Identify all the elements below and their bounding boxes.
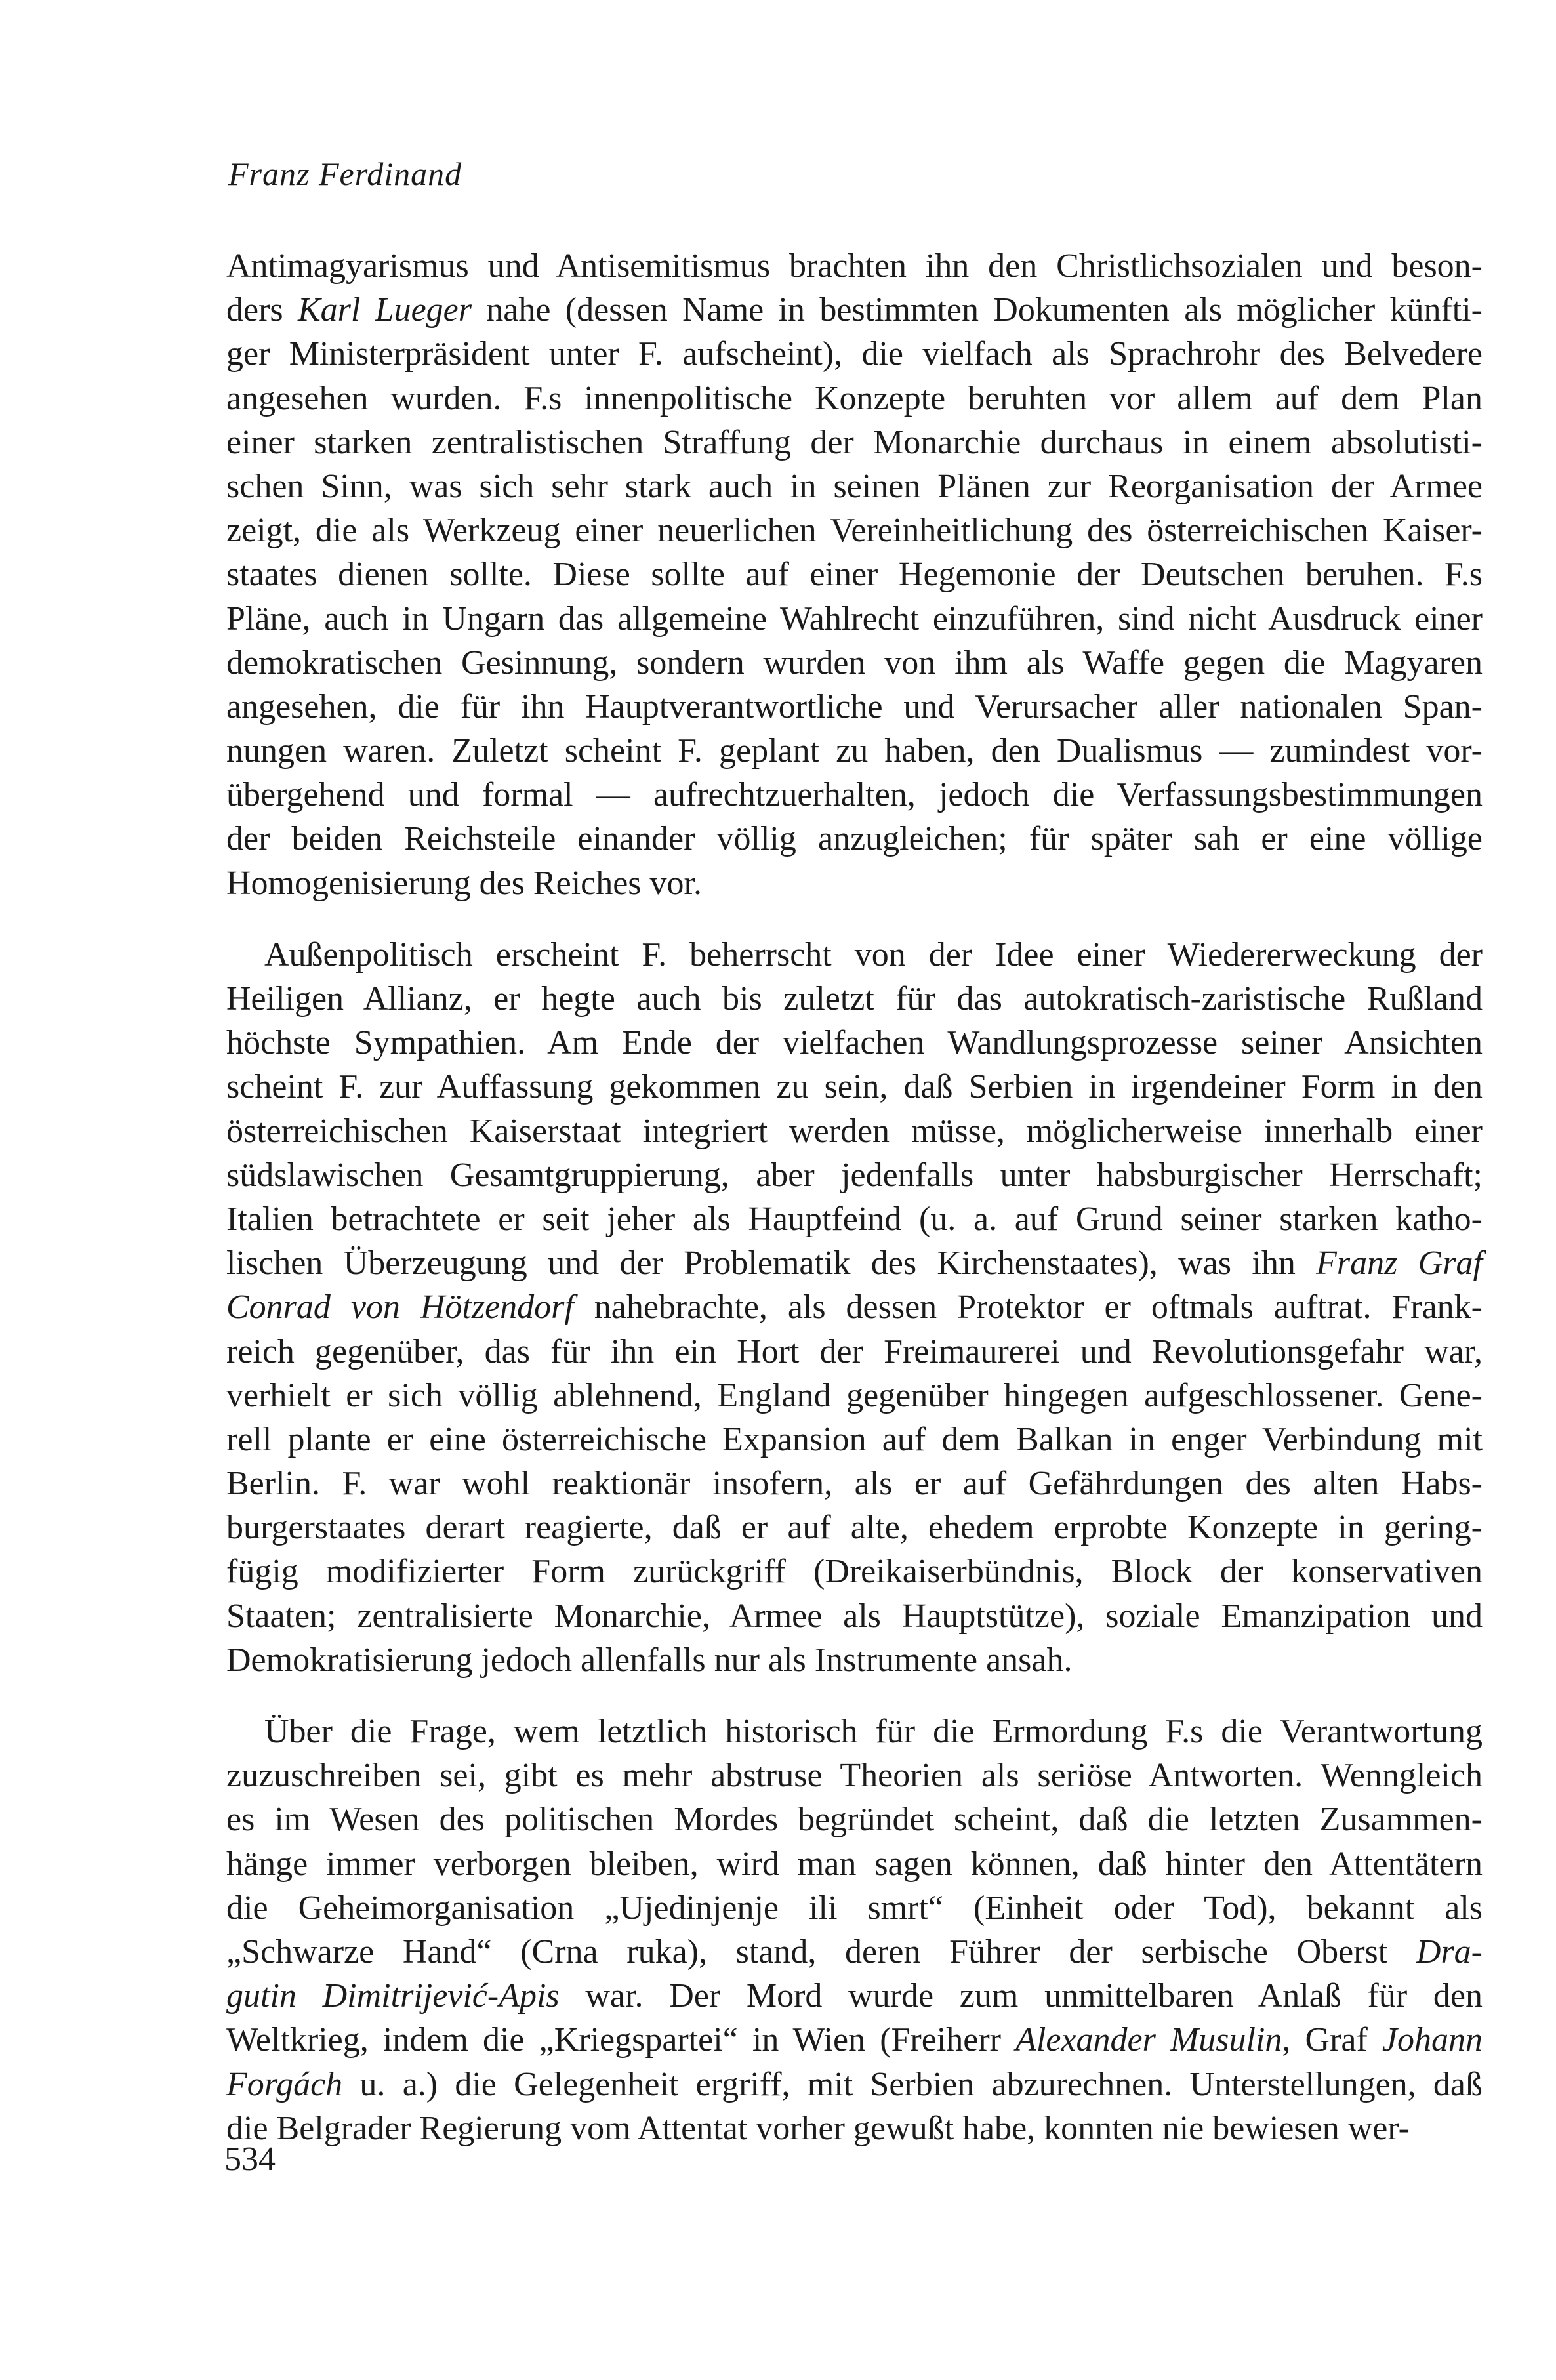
text-line [226, 1930, 1483, 1974]
text-line [226, 729, 1483, 773]
text-line [226, 377, 1483, 421]
text-run: Homogenisierung des Reiches vor. [226, 864, 702, 902]
text-line [226, 1374, 1483, 1418]
paragraph [226, 244, 1483, 905]
text-run: südslawischen Gesamtgruppierung, aber jedenfalls unter habsburgischer Herrschaft; [226, 1156, 1483, 1194]
page-number: 534 [224, 2141, 276, 2178]
text-line [226, 1330, 1483, 1374]
text-run: Über die Frage, wem letztlich historisch für die Ermordung F.s die Verantwortung [264, 1713, 1483, 1750]
italic-name: Franz Graf [1316, 1244, 1483, 1282]
text-run: schen Sinn, was sich sehr stark auch in seinen Plänen zur Reorganisation der Armee [226, 467, 1483, 505]
text-run: angesehen wurden. F.s innenpolitische Konzepte beruhten vor allem auf dem Plan [226, 379, 1483, 417]
text-line [226, 641, 1483, 685]
running-head: Franz Ferdinand [228, 155, 462, 192]
text-run: Italien betrachtete er seit jeher als Hauptfeind (u. a. auf Grund seiner starken katho- [226, 1200, 1483, 1238]
text-line [226, 508, 1483, 552]
text-run: österreichischen Kaiserstaat integriert werden müsse, möglicherweise innerhalb einer [226, 1112, 1483, 1150]
text-run: übergehend und formal — aufrechtzuerhalten, jedoch die Verfassungsbestimmungen [226, 776, 1483, 814]
text-run: „Schwarze Hand“ (Crna ruka), stand, deren Führer der serbische Oberst [226, 1933, 1416, 1971]
text-run: zuzuschreiben sei, gibt es mehr abstruse Theorien als seriöse Antworten. Wenngleich [226, 1757, 1483, 1795]
text-line [226, 2106, 1483, 2150]
text-line [226, 552, 1483, 596]
text-run: höchste Sympathien. Am Ende der vielfachen Wandlungsprozesse seiner Ansichten [226, 1024, 1483, 1062]
text-line [226, 1974, 1483, 2018]
text-run: Demokratisierung jedoch allenfalls nur als Instrumente ansah. [226, 1641, 1073, 1679]
text-line [226, 933, 1483, 977]
text-run: zeigt, die als Werkzeug einer neuerlichen Vereinheitlichung des österreichischen Kaiser- [226, 512, 1483, 550]
text-run: Außenpolitisch erscheint F. beherrscht von der Idee einer Wiedererweckung der [264, 935, 1483, 974]
italic-name: Alexander Musulin [1015, 2021, 1282, 2059]
text-line [226, 1797, 1483, 1841]
text-run: u. a.) die Gelegenheit ergriff, mit Serbien abzurechnen. Unterstellungen, daß [342, 2065, 1483, 2103]
italic-name: Forgách [226, 2065, 343, 2103]
paragraph [226, 1710, 1483, 2150]
text-line [226, 773, 1483, 817]
text-run: war. Der Mord wurde zum unmittelbaren Anlaß für den [559, 1977, 1483, 2015]
text-line [226, 1021, 1483, 1065]
text-line [226, 1153, 1483, 1197]
text-line [226, 421, 1483, 464]
paragraph [226, 933, 1483, 1682]
text-run: ders [226, 291, 298, 329]
italic-name: Karl Lueger [297, 291, 472, 329]
text-run: ger Ministerpräsident unter F. aufscheint), die vielfach als Sprachrohr des Belvedere [226, 335, 1483, 373]
text-line [226, 1506, 1483, 1549]
text-run: Heiligen Allianz, er hegte auch bis zuletzt für das autokratisch-zaristische Rußland [226, 980, 1483, 1017]
text-line [226, 1109, 1483, 1153]
text-run: rell plante er eine österreichische Expansion auf dem Balkan in enger Verbindung mit [226, 1420, 1483, 1458]
italic-name: Conrad von Hötzendorf [226, 1288, 574, 1326]
text-line [226, 1710, 1483, 1754]
text-run: angesehen, die für ihn Hauptverantwortliche und Verursacher aller nationalen Span- [226, 687, 1483, 726]
text-line [226, 977, 1483, 1021]
text-run: Berlin. F. war wohl reaktionär insofern, als er auf Gefährdungen des alten Habs- [226, 1465, 1483, 1503]
text-line [226, 2018, 1483, 2062]
text-run: reich gegenüber, das für ihn ein Hort der Freimaurerei und Revolutionsgefahr war, [226, 1332, 1483, 1370]
text-line [226, 1241, 1483, 1285]
text-run: Staaten; zentralisierte Monarchie, Armee als Hauptstütze), soziale Emanzipation und [226, 1597, 1483, 1635]
text-line [226, 1065, 1483, 1109]
text-line [226, 1842, 1483, 1886]
text-line [226, 1462, 1483, 1506]
text-line [226, 464, 1483, 508]
text-line [226, 861, 1483, 905]
text-run: hänge immer verborgen bleiben, wird man sagen können, daß hinter den Attentätern [226, 1845, 1483, 1883]
text-line [226, 332, 1483, 376]
italic-name: Dra- [1416, 1933, 1483, 1971]
text-run: es im Wesen des politischen Mordes begründet scheint, daß die letzten Zusammen- [226, 1801, 1483, 1839]
text-line [226, 1197, 1483, 1241]
text-run: fügig modifizierter Form zurückgriff (Dreikaiserbündnis, Block der konservativen [226, 1553, 1483, 1591]
text-line [226, 685, 1483, 729]
text-line [226, 288, 1483, 332]
text-run: lischen Überzeugung und der Problematik des Kirchenstaates), was ihn [226, 1244, 1317, 1282]
text-run: die Geheimorganisation „Ujedinjenje ili smrt“ (Einheit oder Tod), bekannt als [226, 1889, 1483, 1927]
text-line [226, 597, 1483, 641]
text-line [226, 244, 1483, 288]
text-run: verhielt er sich völlig ablehnend, England gegenüber hingegen aufgeschlossener. Gene- [226, 1376, 1483, 1414]
text-run: scheint F. zur Auffassung gekommen zu sein, daß Serbien in irgendeiner Form in den [226, 1068, 1483, 1106]
text-run: nungen waren. Zuletzt scheint F. geplant zu haben, den Dualismus — zumindest vor- [226, 732, 1483, 770]
text-line [226, 1594, 1483, 1638]
text-run: , Graf [1282, 2021, 1382, 2059]
text-run: nahe (dessen Name in bestimmten Dokumenten als möglicher künfti- [471, 291, 1483, 329]
text-run: Weltkrieg, indem die „Kriegspartei“ in Wien (Freiherr [226, 2021, 1016, 2059]
text-line [226, 1285, 1483, 1329]
text-line [226, 1418, 1483, 1462]
text-run: Pläne, auch in Ungarn das allgemeine Wahlrecht einzuführen, sind nicht Ausdruck einer [226, 600, 1483, 638]
text-run: demokratischen Gesinnung, sondern wurden von ihm als Waffe gegen die Magyaren [226, 644, 1483, 682]
text-run: der beiden Reichsteile einander völlig anzugleichen; für später sah er eine völlige [226, 820, 1483, 858]
text-run: staates dienen sollte. Diese sollte auf einer Hegemonie der Deutschen beruhen. F.s [226, 556, 1483, 594]
text-line [226, 1549, 1483, 1593]
text-run: burgerstaates derart reagierte, daß er auf alte, ehedem erprobte Konzepte in gering- [226, 1509, 1483, 1547]
body-text [226, 244, 1483, 2150]
text-run: einer starken zentralistischen Straffung der Monarchie durchaus in einem absolutisti- [226, 423, 1483, 461]
text-run: Antimagyarismus und Antisemitismus brachten ihn den Christlichsozialen und beson- [226, 247, 1483, 285]
paragraph-gap [226, 1682, 1483, 1710]
text-run: die Belgrader Regierung vom Attentat vorher gewußt habe, konnten nie bewiesen wer- [226, 2109, 1410, 2147]
text-run: nahebrachte, als dessen Protektor er oftmals auftrat. Frank- [573, 1288, 1483, 1326]
italic-name: gutin Dimitrijević-Apis [226, 1977, 560, 2015]
text-line [226, 2062, 1483, 2106]
text-line [226, 1638, 1483, 1682]
text-line [226, 1886, 1483, 1930]
text-line [226, 817, 1483, 861]
paragraph-gap [226, 905, 1483, 933]
italic-name: Johann [1382, 2021, 1483, 2059]
text-line [226, 1754, 1483, 1797]
